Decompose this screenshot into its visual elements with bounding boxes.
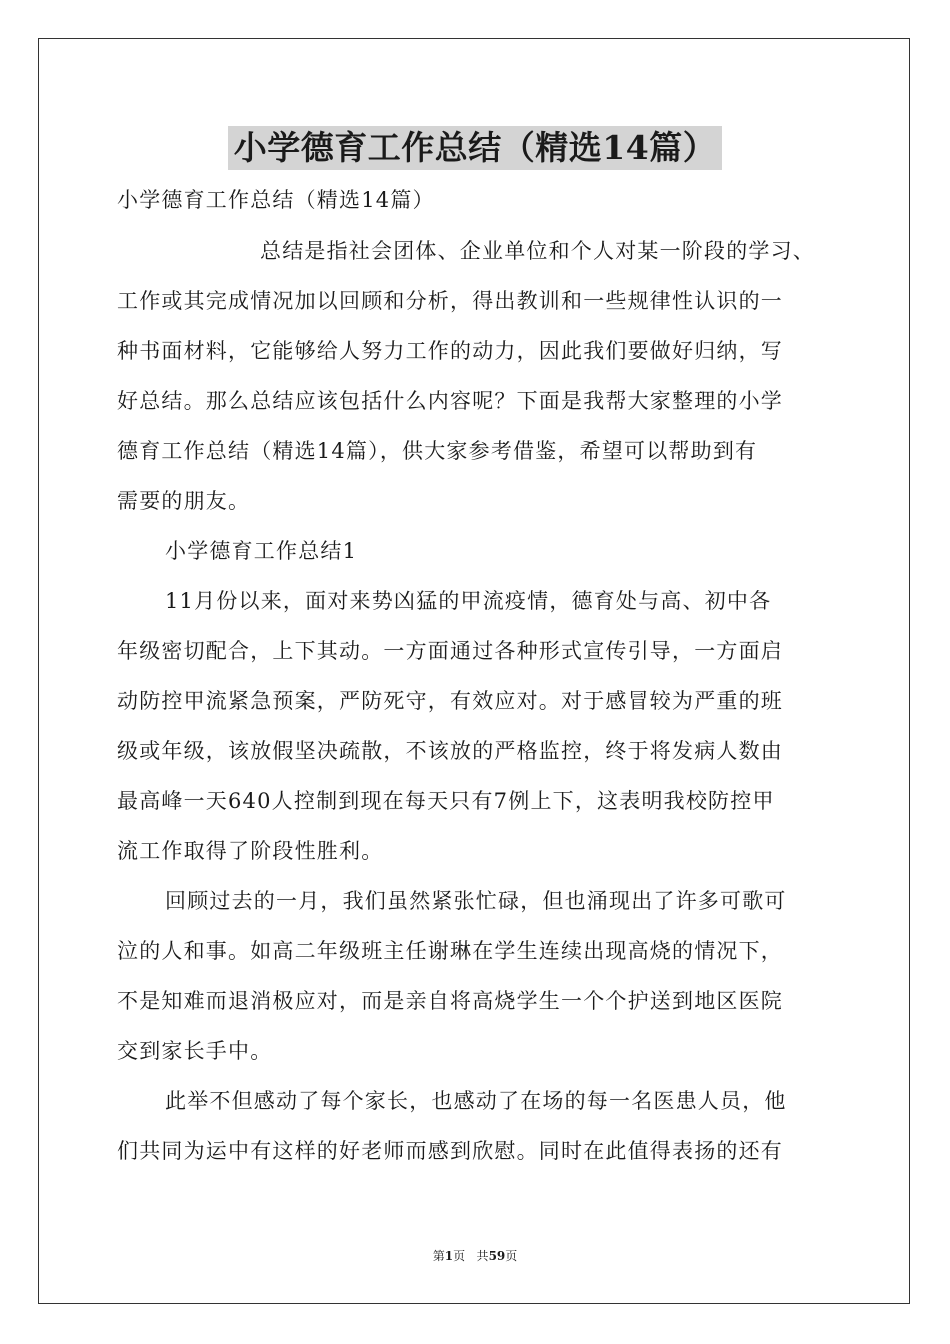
- paragraph-line: 需要的朋友。: [117, 489, 251, 513]
- page-number: 1: [444, 1249, 454, 1263]
- paragraph-line: 总结是指社会团体、企业单位和个人对某一阶段的学习、: [260, 239, 815, 263]
- page-prefix: 第: [432, 1249, 445, 1263]
- paragraph-line: 工作或其完成情况加以回顾和分析，得出教训和一些规律性认识的一: [117, 289, 783, 313]
- paragraph-line: 们共同为运中有这样的好老师而感到欣慰。同时在此值得表扬的还有: [117, 1139, 783, 1163]
- paragraph-line: 流工作取得了阶段性胜利。: [117, 839, 384, 863]
- paragraph-line: 最高峰一天640人控制到现在每天只有7例上下，这表明我校防控甲: [117, 789, 775, 813]
- paragraph-line: 动防控甲流紧急预案，严防死守，有效应对。对于感冒较为严重的班: [117, 689, 783, 713]
- paragraph-line: 种书面材料，它能够给人努力工作的动力，因此我们要做好归纳，写: [117, 339, 783, 363]
- paragraph-line: 泣的人和事。如高二年级班主任谢琳在学生连续出现高烧的情况下，: [117, 939, 783, 963]
- paragraph-line: 级或年级，该放假坚决疏散，不该放的严格监控，终于将发病人数由: [117, 739, 783, 763]
- title-container: [0, 126, 950, 170]
- paragraph-line: 年级密切配合，上下其动。一方面通过各种形式宣传引导，一方面启: [117, 639, 783, 663]
- section-heading: 小学德育工作总结1: [165, 539, 358, 563]
- document-title: 小学德育工作总结（精选14篇）: [228, 126, 722, 170]
- subtitle-line: 小学德育工作总结（精选14篇）: [117, 188, 435, 212]
- paragraph-line: 此举不但感动了每个家长，也感动了在场的每一名医患人员，他: [165, 1089, 787, 1113]
- total-suffix: 页: [505, 1249, 518, 1263]
- paragraph-line: 11月份以来，面对来势凶猛的甲流疫情，德育处与高、初中各: [165, 589, 772, 613]
- paragraph-line: 不是知难而退消极应对，而是亲自将高烧学生一个个护送到地区医院: [117, 989, 783, 1013]
- page-footer: [0, 1248, 950, 1264]
- total-pages: 59: [488, 1249, 506, 1263]
- paragraph-line: 交到家长手中。: [117, 1039, 273, 1063]
- paragraph-line: 德育工作总结（精选14篇），供大家参考借鉴，希望可以帮助到有: [117, 439, 758, 463]
- page-suffix: 页: [453, 1249, 466, 1263]
- paragraph-line: 好总结。那么总结应该包括什么内容呢？下面是我帮大家整理的小学: [117, 389, 783, 413]
- paragraph-line: 回顾过去的一月，我们虽然紧张忙碌，但也涌现出了许多可歌可: [165, 889, 787, 913]
- total-prefix: 共: [476, 1249, 489, 1263]
